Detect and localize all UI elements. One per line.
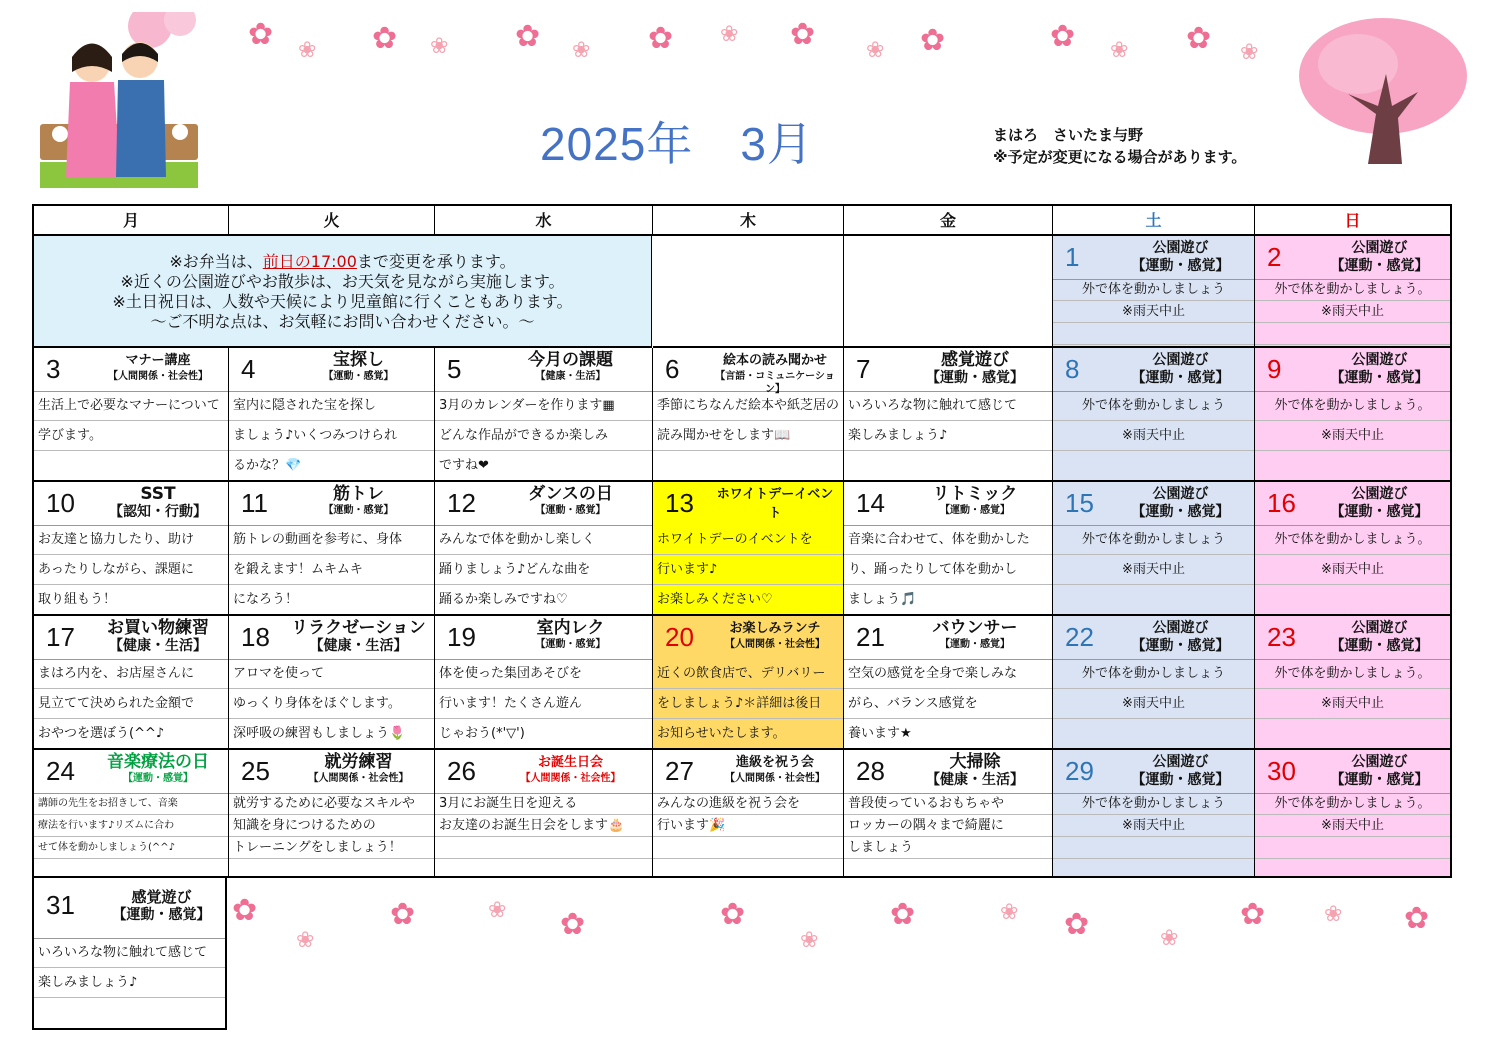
day-cell-21 <box>844 616 1053 750</box>
day-number: 25 <box>241 756 270 786</box>
flower-icon: ✿ <box>890 897 916 932</box>
day-number: 20 <box>665 622 694 652</box>
event-description-line: いろいろな物に触れて感じて <box>844 391 1052 421</box>
event-description-line: ※雨天中止 <box>1053 301 1254 323</box>
day-number: 11 <box>241 488 268 518</box>
event-title: ダンスの日 【運動・感覚】 <box>528 484 613 516</box>
flower-icon: ✿ <box>515 19 541 54</box>
day-number: 21 <box>856 622 885 652</box>
flower-icon: ❀ <box>1240 40 1259 65</box>
event-title: 音楽療法の日 【運動・感覚】 <box>107 752 209 784</box>
event-description-line: 外で体を動かしましょう <box>1053 659 1254 689</box>
day-cell-3 <box>34 348 229 482</box>
event-title: 大掃除 【健康・生活】 <box>926 752 1024 788</box>
event-description-line: 知識を身につけるための <box>229 815 434 837</box>
event-description-line: 季節にちなんだ絵本や紙芝居の <box>653 391 843 421</box>
flower-icon: ✿ <box>372 21 398 56</box>
day-cell-20 <box>653 616 844 750</box>
weekday-sun: 日 <box>1255 206 1450 236</box>
event-description-line <box>1255 837 1450 859</box>
flower-icon: ❀ <box>1160 926 1179 951</box>
event-description-line: お友達のお誕生日会をします🎂 <box>435 815 652 837</box>
event-title: 公園遊び 【運動・感覚】 <box>1131 754 1230 788</box>
event-description-line: 3月にお誕生日を迎える <box>435 793 652 815</box>
day-cell-8 <box>1053 348 1255 482</box>
event-title: 就労練習 【人間関係・社会性】 <box>308 752 409 784</box>
event-description-line: 体を使った集団あそびを <box>435 659 652 689</box>
day-number: 28 <box>856 756 885 786</box>
day-number: 29 <box>1065 756 1094 786</box>
event-description-line: ※雨天中止 <box>1255 555 1450 585</box>
flower-icon: ✿ <box>1064 907 1090 942</box>
event-title: 感覚遊び 【運動・感覚】 <box>926 350 1024 386</box>
event-title: 宝探し 【運動・感覚】 <box>323 350 394 382</box>
event-description-line: しましょう <box>844 837 1052 859</box>
event-description-line <box>1053 451 1254 481</box>
event-title: バウンサー 【運動・感覚】 <box>932 618 1018 650</box>
event-description-line: ロッカーの隅々まで綺麗に <box>844 815 1052 837</box>
flower-icon: ❀ <box>1110 38 1129 63</box>
org-info <box>993 124 1246 168</box>
day-cell-19 <box>435 616 653 750</box>
day-cell-6 <box>653 348 844 482</box>
weekday-sat: 土 <box>1053 206 1255 236</box>
event-description-line: みんなの進級を祝う会を <box>653 793 843 815</box>
weekday-mon: 月 <box>34 206 229 236</box>
event-title: 公園遊び 【運動・感覚】 <box>1131 352 1230 386</box>
event-description-line: 養います★ <box>844 719 1052 749</box>
day-number: 10 <box>46 488 75 518</box>
day-number: 1 <box>1065 242 1080 272</box>
event-title: SST 【認知・行動】 <box>109 484 207 520</box>
day-number: 13 <box>665 488 694 518</box>
day-cell-14 <box>844 482 1053 616</box>
day-number: 8 <box>1065 354 1080 384</box>
event-description-line: がら、バランス感覚を <box>844 689 1052 719</box>
day-cell-17 <box>34 616 229 750</box>
event-description-line: になろう！ <box>229 585 434 615</box>
event-description-line <box>1255 719 1450 749</box>
day-number: 5 <box>447 354 462 384</box>
flower-icon: ❀ <box>1324 902 1343 927</box>
day-cell-2 <box>1255 236 1450 348</box>
event-description-line: 外で体を動かしましょう <box>1053 525 1254 555</box>
event-description-line <box>435 837 652 859</box>
flower-icon: ✿ <box>248 17 274 52</box>
notice-line4: ～ご不明な点は、お気軽にお問い合わせください。～ <box>150 312 535 331</box>
event-title: 今月の課題 【健康・生活】 <box>528 350 613 382</box>
event-title: 進級を祝う会 【人間関係・社会性】 <box>725 755 825 784</box>
day-number: 4 <box>241 354 256 384</box>
day-cell-12 <box>435 482 653 616</box>
day-cell-4 <box>229 348 435 482</box>
event-description-line: ※雨天中止 <box>1053 555 1254 585</box>
event-description-line: お知らせいたします。 <box>653 719 843 749</box>
event-description-line: 外で体を動かしましょう。 <box>1255 391 1450 421</box>
event-description-line: 外で体を動かしましょう。 <box>1255 659 1450 689</box>
event-description-line: ホワイトデーのイベントを <box>653 525 843 555</box>
event-description-line: ※雨天中止 <box>1255 815 1450 837</box>
event-description-line <box>1255 451 1450 481</box>
day-number: 14 <box>856 488 885 518</box>
day-number: 17 <box>46 622 75 652</box>
event-description-line: 読み聞かせをします📖 <box>653 421 843 451</box>
event-title: マナー講座 【人間関係・社会性】 <box>108 353 208 382</box>
event-description-line: じゃおう(*'▽') <box>435 719 652 749</box>
event-title: 公園遊び 【運動・感覚】 <box>1330 620 1429 654</box>
weekday-tue: 火 <box>229 206 435 236</box>
event-title: 公園遊び 【運動・感覚】 <box>1131 620 1230 654</box>
event-description-line: 生活上で必要なマナーについて <box>34 391 228 421</box>
day-cell-18 <box>229 616 435 750</box>
event-description-line <box>653 451 843 481</box>
flower-icon: ❀ <box>298 38 317 63</box>
flower-icon: ✿ <box>390 897 416 932</box>
event-description-line: 行います！たくさん遊ん <box>435 689 652 719</box>
notice-line3: ※土日祝日は、人数や天候により児童館に行くこともあります。 <box>112 292 573 311</box>
event-title: 絵本の読み聞かせ 【言語・コミュニケーション】 <box>715 353 835 395</box>
event-description-line: 外で体を動かしましょう。 <box>1255 793 1450 815</box>
flower-icon: ❀ <box>296 928 315 953</box>
event-description-line: をしましょう♪＊詳細は後日 <box>653 689 843 719</box>
event-description-line: 療法を行います♪リズムに合わ <box>34 815 228 837</box>
event-description-line: 筋トレの動画を参考に、身体 <box>229 525 434 555</box>
day-number: 3 <box>46 354 61 384</box>
event-description-line: 取り組もう！ <box>34 585 228 615</box>
event-description-line: お友達と協力したり、助け <box>34 525 228 555</box>
event-title: 公園遊び 【運動・感覚】 <box>1330 486 1429 520</box>
event-description-line: お楽しみください♡ <box>653 585 843 615</box>
event-description-line: アロマを使って <box>229 659 434 689</box>
event-description-line: せて体を動かしましょう(^^♪ <box>34 837 228 859</box>
flower-icon: ✿ <box>790 17 816 52</box>
day-cell-11 <box>229 482 435 616</box>
event-description-line: 深呼吸の練習もしましょう🌷 <box>229 719 434 749</box>
flower-icon: ✿ <box>1050 19 1076 54</box>
event-description-line <box>1053 585 1254 615</box>
event-description-line <box>1255 585 1450 615</box>
page-title: 2025年 3月 <box>540 118 814 170</box>
day-cell-30 <box>1255 750 1450 878</box>
event-description-line <box>1053 719 1254 749</box>
event-description-line <box>1255 323 1450 345</box>
event-description-line: 室内に隠された宝を探し <box>229 391 434 421</box>
event-description-line: どんな作品ができるか楽しみ <box>435 421 652 451</box>
event-description-line: 踊るか楽しみですね♡ <box>435 585 652 615</box>
day-number: 24 <box>46 756 75 786</box>
event-description-line <box>1053 323 1254 345</box>
weekday-thu: 木 <box>653 206 844 236</box>
day-number: 12 <box>447 488 476 518</box>
cherry-tree-illustration <box>1298 14 1468 164</box>
day-cell-28 <box>844 750 1053 878</box>
event-description-line: トレーニングをしましょう！ <box>229 837 434 859</box>
event-description-line: 行います♪ <box>653 555 843 585</box>
event-description-line: 外で体を動かしましょう。 <box>1255 279 1450 301</box>
day-number: 27 <box>665 756 694 786</box>
flower-icon: ❀ <box>572 38 591 63</box>
flower-icon: ✿ <box>920 23 946 58</box>
day-cell-empty <box>844 236 1053 348</box>
event-description-line: ※雨天中止 <box>1255 421 1450 451</box>
day-number: 7 <box>856 354 871 384</box>
day-cell-15 <box>1053 482 1255 616</box>
day-cell-10 <box>34 482 229 616</box>
event-title: お楽しみランチ 【人間関係・社会性】 <box>725 621 825 650</box>
event-description-line <box>1053 837 1254 859</box>
flower-icon: ✿ <box>648 21 674 56</box>
event-description-line: ですね❤ <box>435 451 652 481</box>
event-title: ホワイトデーイベント <box>716 487 834 521</box>
event-title: 公園遊び 【運動・感覚】 <box>1330 352 1429 386</box>
day-number: 30 <box>1267 756 1296 786</box>
day-cell-26 <box>435 750 653 878</box>
flower-icon: ✿ <box>232 893 258 928</box>
calendar-grid <box>32 204 1452 878</box>
event-title: 公園遊び 【運動・感覚】 <box>1131 486 1230 520</box>
weekday-wed: 水 <box>435 206 653 236</box>
event-description-line <box>34 451 228 481</box>
event-title: リラクゼーション 【健康・生活】 <box>291 618 426 654</box>
flower-icon: ❀ <box>1000 900 1019 925</box>
event-description-line: 外で体を動かしましょう <box>1053 793 1254 815</box>
event-description-line: 普段使っているおもちゃや <box>844 793 1052 815</box>
event-description-line: ※雨天中止 <box>1255 689 1450 719</box>
event-description-line <box>653 837 843 859</box>
event-description-line: 近くの飲食店で、デリバリー <box>653 659 843 689</box>
day-cell-22 <box>1053 616 1255 750</box>
org-note: ※予定が変更になる場合があります。 <box>993 148 1247 166</box>
event-description-line: 楽しみましょう♪ <box>844 421 1052 451</box>
event-description-line: を鍛えます！ムキムキ <box>229 555 434 585</box>
event-title: 室内レク 【運動・感覚】 <box>535 618 606 650</box>
day-cell-25 <box>229 750 435 878</box>
day-number: 2 <box>1267 242 1282 272</box>
notice-box <box>34 236 652 348</box>
event-title: お買い物練習 【健康・生活】 <box>107 618 209 654</box>
event-description-line: り、踊ったりして体を動かし <box>844 555 1052 585</box>
event-title: 公園遊び 【運動・感覚】 <box>1131 240 1230 274</box>
flower-icon: ✿ <box>560 907 586 942</box>
day-number: 16 <box>1267 488 1296 518</box>
event-title: リトミック 【運動・感覚】 <box>932 484 1018 516</box>
event-description-line: ゆっくり身体をほぐします。 <box>229 689 434 719</box>
event-description-line: ※雨天中止 <box>1255 301 1450 323</box>
day-number: 9 <box>1267 354 1282 384</box>
day-number: 19 <box>447 622 476 652</box>
day-cell-16 <box>1255 482 1450 616</box>
event-description-line: 音楽に合わせて、体を動かした <box>844 525 1052 555</box>
event-description-line: 3月のカレンダーを作ります▦ <box>435 391 652 421</box>
event-description-line: ※雨天中止 <box>1053 689 1254 719</box>
notice-line1: ※お弁当は、前日の17:00まで変更を承ります。 <box>169 252 516 271</box>
flower-icon: ✿ <box>1240 897 1266 932</box>
day-number: 23 <box>1267 622 1296 652</box>
day-number: 18 <box>241 622 270 652</box>
event-description-line: まはろ内を、お店屋さんに <box>34 659 228 689</box>
event-title: 公園遊び 【運動・感覚】 <box>1330 754 1429 788</box>
event-description-line: ましょう🎵 <box>844 585 1052 615</box>
day-cell-9 <box>1255 348 1450 482</box>
day-cell-29 <box>1053 750 1255 878</box>
day-cell-empty <box>653 236 844 348</box>
event-description-line <box>844 451 1052 481</box>
event-description-line: 講師の先生をお招きして、音楽 <box>34 793 228 815</box>
flower-icon: ❀ <box>720 22 739 47</box>
org-name: まはろ さいたま与野 <box>993 126 1144 144</box>
yukata-couple-illustration <box>40 12 198 188</box>
day-cell-13 <box>653 482 844 616</box>
day-cell-23 <box>1255 616 1450 750</box>
flower-icon: ✿ <box>1186 21 1212 56</box>
event-description-line: 外で体を動かしましょう。 <box>1255 525 1450 555</box>
event-description-line: 就労するために必要なスキルや <box>229 793 434 815</box>
event-title: 筋トレ 【運動・感覚】 <box>323 484 394 516</box>
day-cell-24 <box>34 750 229 878</box>
day-cell-5 <box>435 348 653 482</box>
event-description-line: 行います🎉 <box>653 815 843 837</box>
event-description-line: るかな？💎 <box>229 451 434 481</box>
day-cell-7 <box>844 348 1053 482</box>
event-description-line: 外で体を動かしましょう <box>1053 279 1254 301</box>
day-number: 6 <box>665 354 680 384</box>
event-title: お誕生日会 【人間関係・社会性】 <box>520 755 621 784</box>
event-description-line: 踊りましょう♪どんな曲を <box>435 555 652 585</box>
day-number: 22 <box>1065 622 1094 652</box>
event-title: 公園遊び 【運動・感覚】 <box>1330 240 1429 274</box>
event-description-line: あったりしながら、課題に <box>34 555 228 585</box>
event-description-line: ましょう♪いくつみつけられ <box>229 421 434 451</box>
event-description-line: みんなで体を動かし楽しく <box>435 525 652 555</box>
flower-icon: ✿ <box>720 897 746 932</box>
day-number: 15 <box>1065 488 1094 518</box>
notice-line2: ※近くの公園遊びやお散歩は、お天気を見ながら実施します。 <box>120 272 565 291</box>
weekday-fri: 金 <box>844 206 1053 236</box>
day-cell-27 <box>653 750 844 878</box>
day-cell-31: 31 感覚遊び 【運動・感覚】 いろいろな物に触れて感じて 楽しみましょう♪ <box>32 876 227 1030</box>
flower-icon: ❀ <box>800 928 819 953</box>
event-description-line: おやつを選ぼう(^^♪ <box>34 719 228 749</box>
flower-icon: ❀ <box>430 34 449 59</box>
event-description-line: ※雨天中止 <box>1053 815 1254 837</box>
day-cell-1 <box>1053 236 1255 348</box>
event-description-line: 見立てて決められた金額で <box>34 689 228 719</box>
flower-icon: ✿ <box>1404 901 1430 936</box>
event-description-line: 空気の感覚を全身で楽しみな <box>844 659 1052 689</box>
flower-icon: ❀ <box>488 898 507 923</box>
event-description-line: ※雨天中止 <box>1053 421 1254 451</box>
flower-icon: ❀ <box>866 38 885 63</box>
event-description-line: 学びます。 <box>34 421 228 451</box>
event-description-line: 外で体を動かしましょう <box>1053 391 1254 421</box>
day-number: 26 <box>447 756 476 786</box>
